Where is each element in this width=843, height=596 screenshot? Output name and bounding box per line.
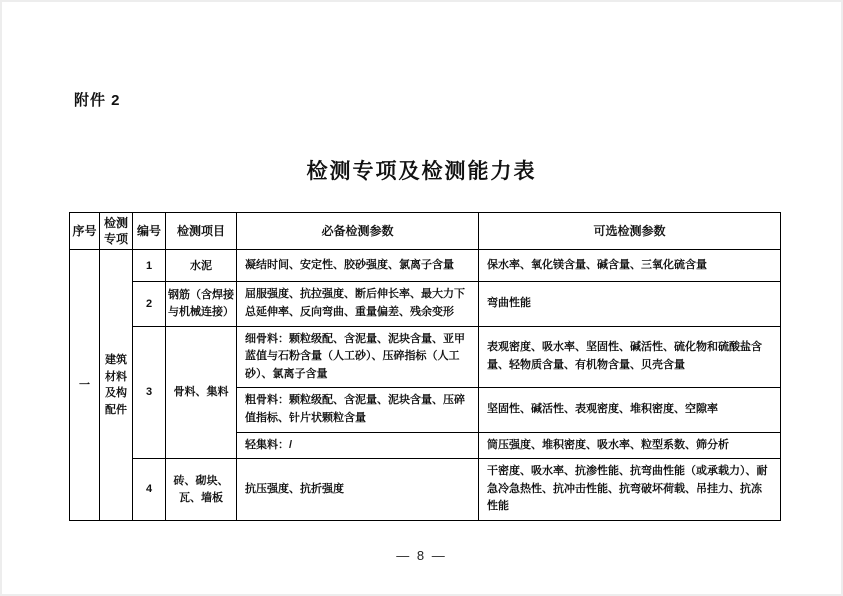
required-params-cell: 轻集料：/ <box>237 432 479 459</box>
row-number-cell: 4 <box>133 459 166 521</box>
optional-params-cell: 筒压强度、堆积密度、吸水率、粒型系数、筛分析 <box>479 432 781 459</box>
required-params-cell: 屈服强度、抗拉强度、断后伸长率、最大力下总延伸率、反向弯曲、重量偏差、残余变形 <box>237 282 479 326</box>
col-header-item: 检测项目 <box>166 213 237 250</box>
optional-params-cell: 干密度、吸水率、抗渗性能、抗弯曲性能（或承载力）、耐急冷急热性、抗冲击性能、抗弯破坏荷载、吊挂力、抗冻性能 <box>479 459 781 521</box>
capability-table <box>69 212 781 521</box>
col-header-optional-params: 可选检测参数 <box>479 213 781 250</box>
row-number-cell: 1 <box>133 250 166 282</box>
attachment-label: 附件 2 <box>74 92 121 109</box>
required-params-cell: 细骨料：颗粒级配、含泥量、泥块含量、亚甲蓝值与石粉含量（人工砂）、压碎指标（人工砂）、氯离子含量 <box>237 326 479 388</box>
group-specialty-cell: 建筑材料及构配件 <box>100 250 133 521</box>
row-item-cell: 水泥 <box>166 250 237 282</box>
page-number: — 8 — <box>396 548 447 563</box>
required-params-cell: 凝结时间、安定性、胶砂强度、氯离子含量 <box>237 250 479 282</box>
required-params-cell: 粗骨料：颗粒级配、含泥量、泥块含量、压碎值指标、针片状颗粒含量 <box>237 388 479 432</box>
optional-params-cell: 表观密度、吸水率、坚固性、碱活性、硫化物和硫酸盐含量、轻物质含量、有机物含量、贝壳含量 <box>479 326 781 388</box>
row-number-cell: 2 <box>133 282 166 326</box>
page-title: 检测专项及检测能力表 <box>306 160 537 183</box>
row-number-cell: 3 <box>133 326 166 459</box>
col-header-number: 编号 <box>133 213 166 250</box>
required-params-cell: 抗压强度、抗折强度 <box>237 459 479 521</box>
optional-params-cell: 弯曲性能 <box>479 282 781 326</box>
table-row-aggregate-fine <box>70 326 781 388</box>
table-header-row <box>70 213 781 250</box>
row-item-cell: 砖、砌块、瓦、墙板 <box>166 459 237 521</box>
col-header-required-params: 必备检测参数 <box>237 213 479 250</box>
table-row-brick <box>70 459 781 521</box>
col-header-specialty: 检测专项 <box>100 213 133 250</box>
col-header-serial: 序号 <box>70 213 100 250</box>
row-item-cell: 骨料、集料 <box>166 326 237 459</box>
optional-params-cell: 坚固性、碱活性、表观密度、堆积密度、空隙率 <box>479 388 781 432</box>
optional-params-cell: 保水率、氧化镁含量、碱含量、三氧化硫含量 <box>479 250 781 282</box>
table-row-cement <box>70 250 781 282</box>
table-row-rebar <box>70 282 781 326</box>
group-serial-cell: 一 <box>70 250 100 521</box>
row-item-cell: 钢筋（含焊接与机械连接） <box>166 282 237 326</box>
